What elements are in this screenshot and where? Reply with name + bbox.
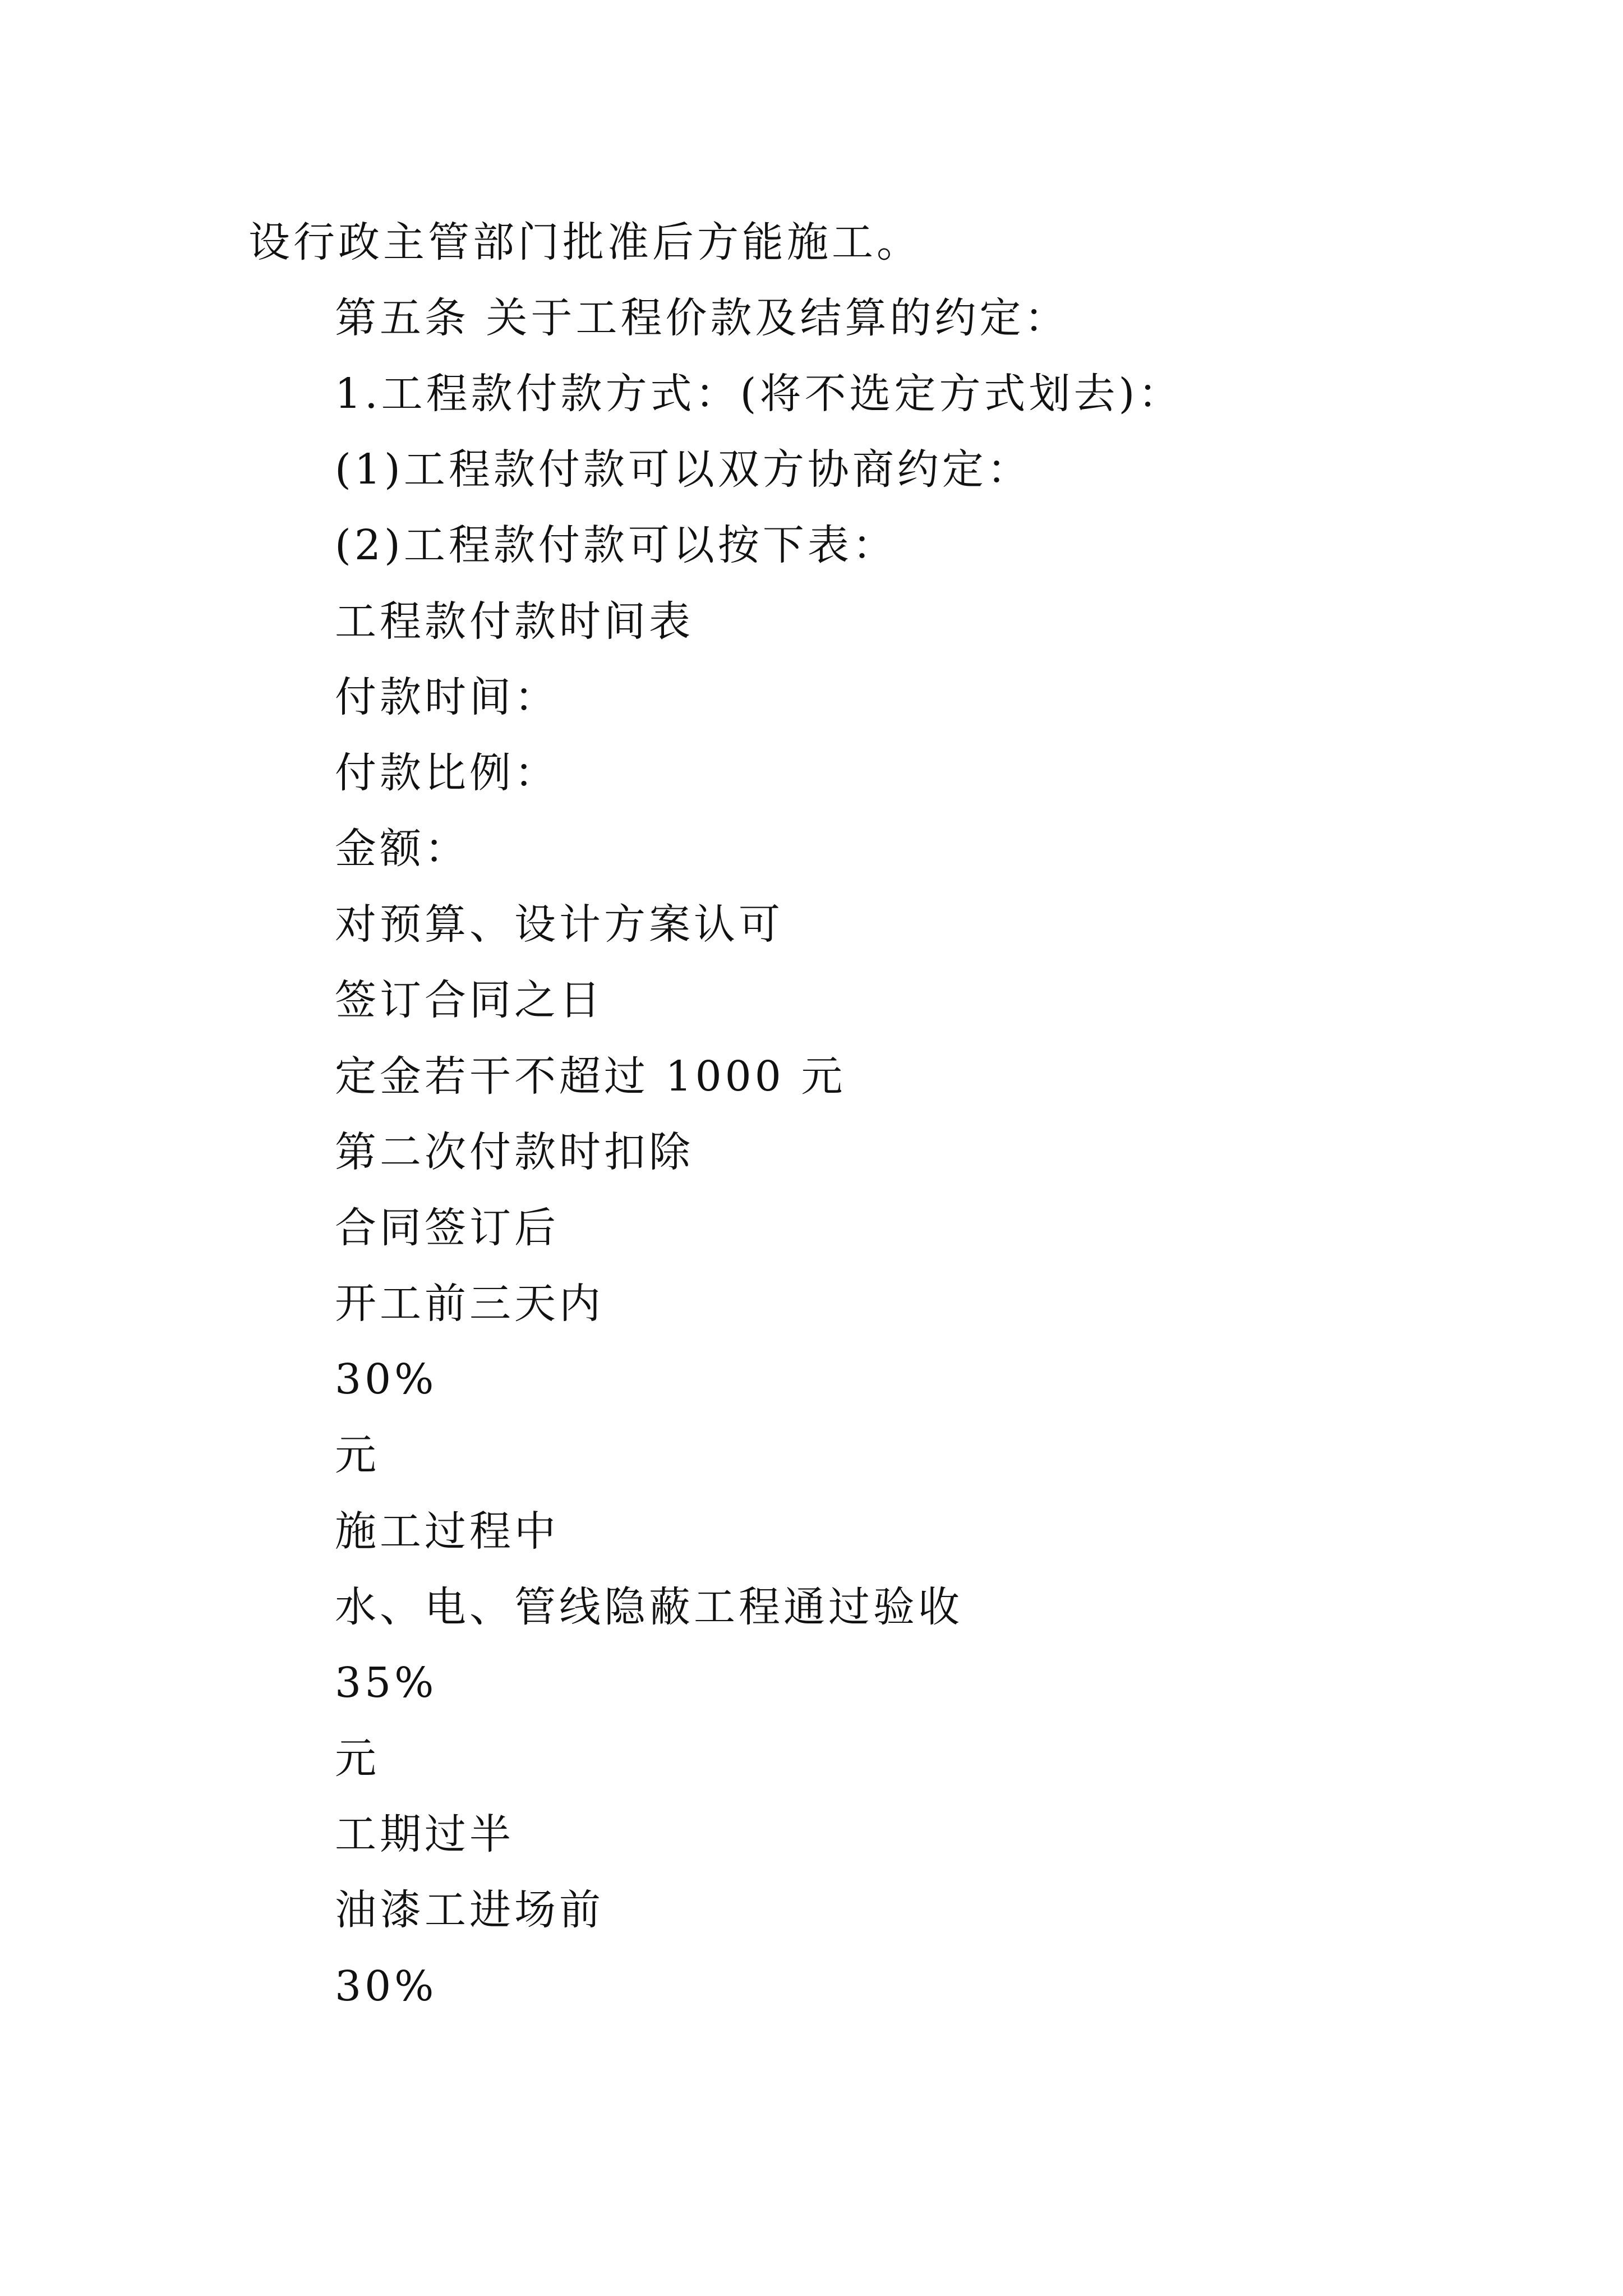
text-line: 签订合同之日 [335, 976, 604, 1024]
text-line: 1.工程款付款方式：(将不选定方式划去)： [335, 370, 1183, 418]
text-line: 油漆工进场前 [335, 1886, 604, 1934]
text-line: 定金若干不超过 1000 元 [335, 1052, 846, 1101]
text-line: 第二次付款时扣除 [335, 1128, 694, 1176]
text-line: 开工前三天内 [335, 1280, 604, 1328]
text-line: 付款比例： [335, 749, 559, 797]
table-title: 工程款付款时间表 [335, 597, 694, 646]
text-line: 35% [335, 1659, 437, 1707]
text-line: 30% [335, 1355, 437, 1404]
text-line: 付款时间： [335, 673, 559, 721]
text-line: 水、电、管线隐蔽工程通过验收 [335, 1583, 963, 1631]
text-line: 元 [335, 1431, 380, 1479]
text-line: (2)工程款付款可以按下表： [335, 521, 897, 569]
text-line: (1)工程款付款可以双方协商约定： [335, 445, 1032, 494]
text-line: 30% [335, 1962, 437, 2010]
text-line: 工期过半 [335, 1810, 514, 1858]
text-line: 设行政主管部门批准后方能施工。 [248, 218, 921, 266]
text-line: 合同签订后 [335, 1204, 559, 1252]
text-line: 对预算、设计方案认可 [335, 900, 783, 949]
article-heading: 第五条 关于工程价款及结算的约定： [335, 294, 1069, 342]
text-line: 施工过程中 [335, 1507, 559, 1556]
text-line: 金额： [335, 825, 469, 873]
text-line: 元 [335, 1734, 380, 1783]
